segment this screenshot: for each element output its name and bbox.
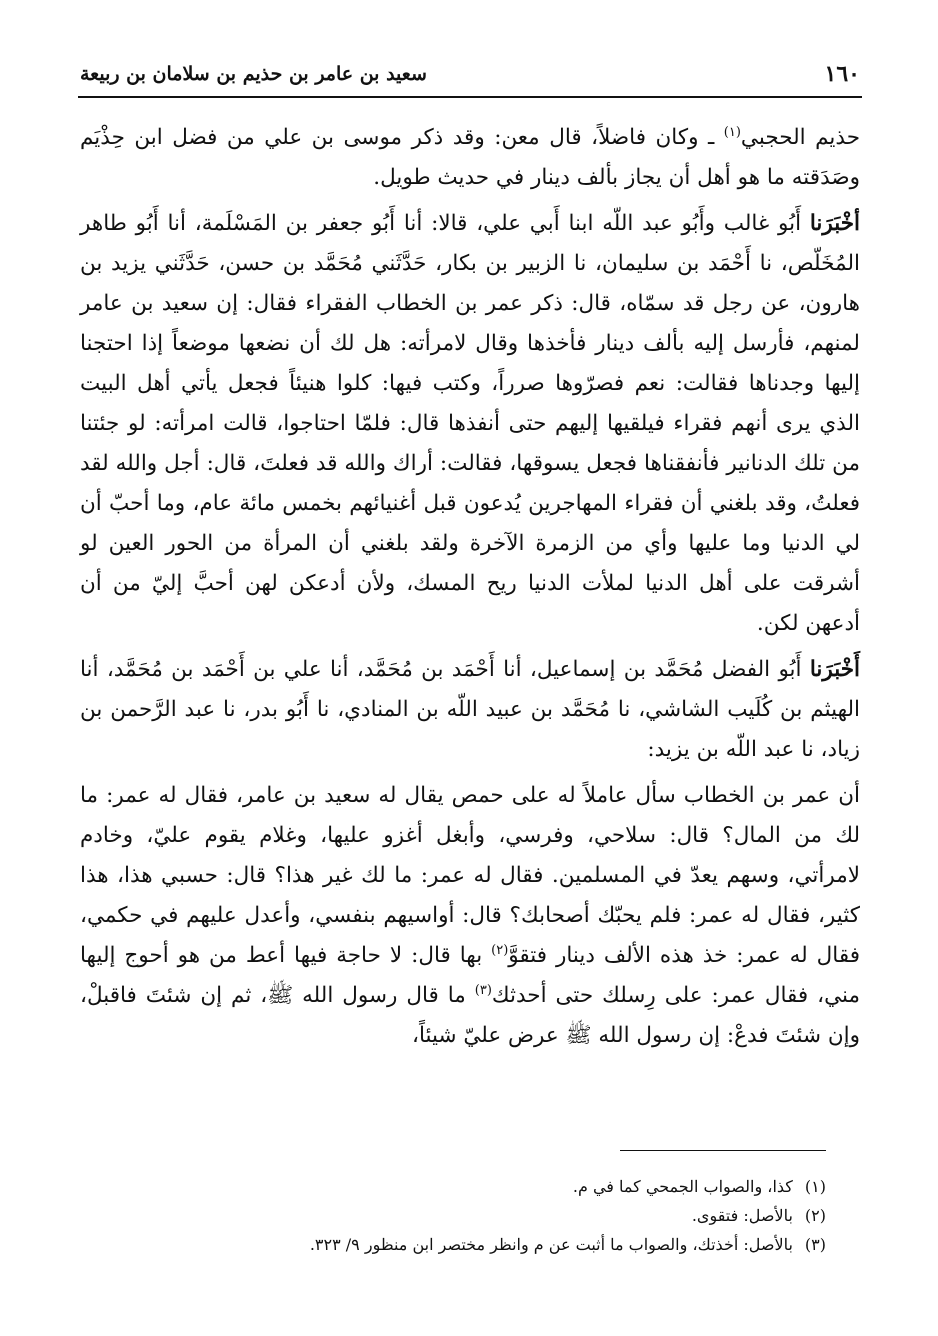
header-rule <box>78 96 862 98</box>
footnote-ref-3[interactable]: (٣) <box>474 982 492 998</box>
footnote-3-text: بالأصل: أخذتك، والصواب ما أثبت عن م وانظر مختصر ابن منظور ٩/ ٣٢٣. <box>309 1235 793 1254</box>
paragraph-2 <box>80 204 860 644</box>
footnote-3-number: (٣) <box>804 1235 826 1254</box>
paragraph-1-text-a: حذيم الحجبي <box>740 125 860 150</box>
footnote-ref-2[interactable]: (٢) <box>491 942 509 958</box>
footnote-2-text: بالأصل: فتقوى. <box>691 1206 793 1225</box>
footnote-rule <box>620 1150 826 1151</box>
paragraph-4-text-c: ما قال رسول الله ﷺ، ثم إن شئتَ فاقبلْ، وإن شئتَ فدعْ: إن رسول الله ﷺ عرض عليّ شيئاً، <box>80 983 860 1048</box>
running-title: سعيد بن عامر بن حذيم بن سلامان بن ربيعة <box>80 63 427 85</box>
paragraph-1-text-b: ـ وكان فاضلاً، قال معن: وقد ذكر موسى بن علي من فضل ابن حِذْيَم وصَدَقته ما هو أهل أن يجاز بألف دينار في حديث طويل. <box>80 125 860 190</box>
paragraph-3-text: أَبُو الفضل مُحَمَّد بن إسماعيل، أنا أَحْمَد بن مُحَمَّد، أنا علي بن أَحْمَد بن مُحَمَّد، أنا الهيثم بن كُلَيب الشاشي، نا مُحَمَّد بن عبيد اللّه بن المنادي، نا أَبُو بدر، نا عبد الرَّحمن بن زياد، نا عبد اللّه بن يزيد: <box>80 657 860 762</box>
running-head <box>80 56 860 92</box>
footnote-3 <box>166 1230 826 1259</box>
paragraph-1 <box>80 118 860 198</box>
footnote-1-text: كذا، والصواب الجمحي كما في م. <box>572 1177 793 1196</box>
footnote-1-number: (١) <box>804 1177 826 1196</box>
main-text <box>80 118 860 1062</box>
page-number: ١٦٠ <box>824 61 860 87</box>
footnote-1 <box>166 1172 826 1201</box>
paragraph-4-text-b: بها قال: لا حاجة فيها أعط من هو أحوج إليها مني، فقال عمر: على رِسلك حتى أحدثك <box>80 943 860 1008</box>
paragraph-3 <box>80 650 860 770</box>
paragraph-2-text: أَبُو غالب وأَبُو عبد اللّه ابنا أَبي علي، قالا: أنا أَبُو جعفر بن المَسْلَمة، أنا أَبُو طاهر المُخَلّص، نا أَحْمَد بن سليمان، نا الزبير بن بكار، حَدَّثَني مُحَمَّد بن حسن، حَدَّثَني يزيد بن هارون، عن رجل قد سمّاه، قال: ذكر عمر بن الخطاب الفقراء فقال: إن سعيد بن عامر لمنهم، فأرسل إليه بألف دينار فأخذها وقال لامرأته: هل لك أن نضعها موضعاً إذا احتجنا إليها وجدناها فقالت: نعم فصرّوها صرراً، وكتب فيها: كلوا هنيئاً فجعل يأتي أهل البيت الذي يرى أنهم فقراء فيلقيها إليهم حتى أنفذها قال: فلمّا احتاجوا، قالت امرأته: لو جئتنا من تلك الدنانير فأنفقناها فجعل يسوقها، فقالت: أراك والله قد فعلتَ، قال: أجل والله لقد فعلتُ، وقد بلغني أن فقراء المهاجرين يُدعون قبل أغنيائهم بخمس مائة عام، وما أحبّ أن لي الدنيا وما عليها وأي من الزمرة الآخرة ولقد بلغني أن المرأة من الحور العين لو أشرقت على أهل الدنيا لملأت الدنيا ريح المسك، ولأن أدعكن لهن أحبَّ إليّ من أن أدعهن لكن. <box>80 211 860 636</box>
footnote-ref-1[interactable]: (١) <box>723 124 741 140</box>
paragraph-3-lead: أَخْبَرَنا <box>809 657 860 682</box>
footnote-2 <box>166 1201 826 1230</box>
paragraph-4-text-a: أن عمر بن الخطاب سأل عاملاً له على حمص يقال له سعيد بن عامر، فقال له عمر: ما لك من المال؟ قال: سلاحي، وفرسي، وأبغل أغزو عليها، وغلام يقوم عليّ، وخادم لامرأتي، وسهم يعدّ في المسلمين. فقال له عمر: ما لك غير هذا؟ قال: حسبي هذا، هذا كثير، فقال له عمر: فلم يحبّك أصحابك؟ قال: أواسيهم بنفسي، وأعدل عليهم في حكمي، فقال له عمر: خذ هذه الألف دينار فتقوَّ <box>80 783 860 968</box>
footnote-2-number: (٢) <box>804 1206 826 1225</box>
footnotes <box>166 1172 826 1259</box>
paragraph-2-lead: أخْبَرَنا <box>809 211 860 236</box>
paragraph-4 <box>80 776 860 1056</box>
